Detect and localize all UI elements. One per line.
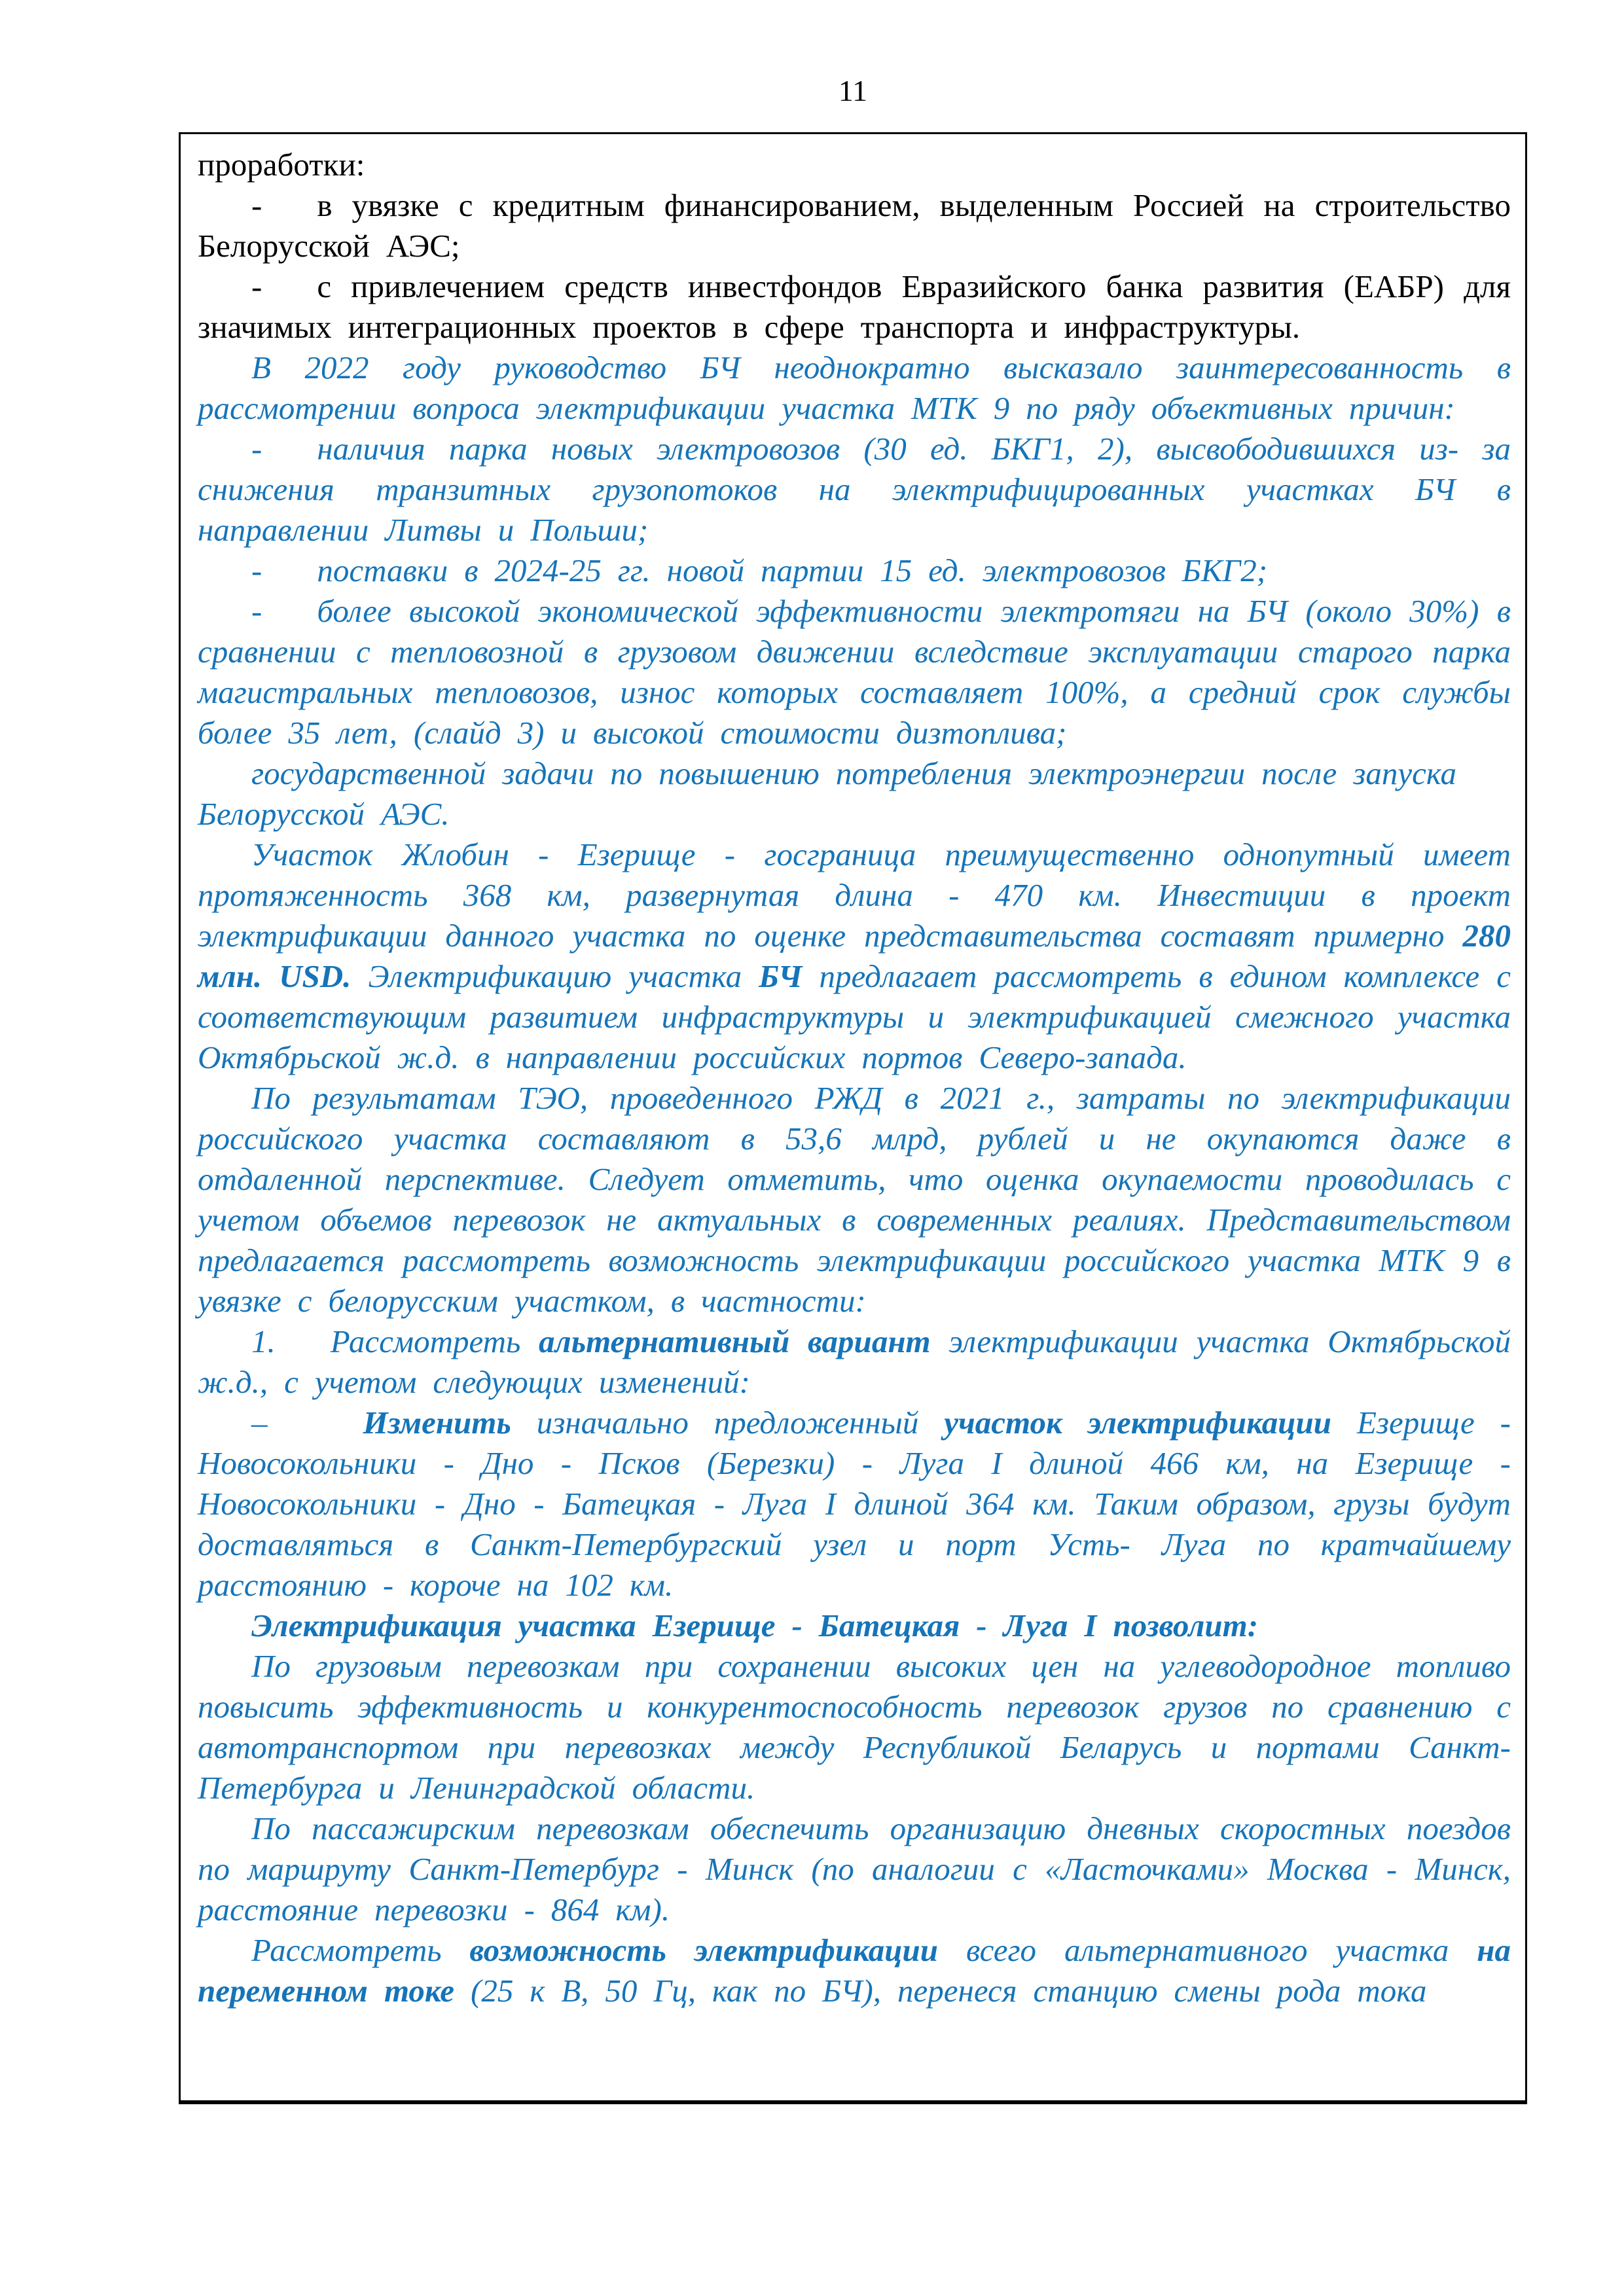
paragraph bbox=[198, 1403, 1511, 1605]
list-marker: - bbox=[251, 187, 262, 223]
paragraph bbox=[198, 145, 1511, 185]
list-marker: - bbox=[251, 431, 262, 467]
text-run: поставки в 2024-25 гг. новой партии 15 ед. электровозов БКГ2; bbox=[317, 552, 1268, 588]
paragraph bbox=[198, 753, 1511, 834]
text-run: в увязке с кредитным финансированием, выделенным Россией на строительство Белорусской АЭС; bbox=[198, 187, 1511, 264]
paragraph bbox=[198, 266, 1511, 348]
paragraph bbox=[198, 185, 1511, 266]
paragraph bbox=[198, 348, 1511, 429]
text-run: проработки: bbox=[198, 147, 365, 183]
paragraph bbox=[198, 834, 1511, 1078]
list-marker: - bbox=[251, 268, 262, 304]
text-run: БЧ bbox=[759, 958, 803, 994]
text-run: Рассмотреть bbox=[330, 1323, 539, 1359]
text-run: По пассажирским перевозкам обеспечить организацию дневных скоростных поездов по маршруту Санкт-Петербург - Минск (по аналогии с «Ласточками» Москва - Минск, расстояние перевозки - 864 км). bbox=[198, 1810, 1511, 1928]
list-marker: - bbox=[251, 593, 262, 629]
text-run: государственной задачи по повышению потребления электроэнергии после запуска Белорусской АЭС. bbox=[198, 755, 1457, 832]
text-run: более высокой экономической эффективности электротяги на БЧ (около 30%) в сравнении с тепловозной в грузовом движении вследствие эксплуатации старого парка магистральных тепловозов, износ которых составляет 100%, а средний срок службы более 35 лет, (слайд 3) и высокой стоимости дизтоплива; bbox=[198, 593, 1511, 751]
list-marker: 1. bbox=[251, 1323, 276, 1359]
paragraph bbox=[198, 591, 1511, 753]
text-run: предлагает рассмотреть в едином комплексе с соответствующим развитием инфраструктуры и электрификацией смежного участка Октябрьской ж.д. в направлении российских портов Северо-запада. bbox=[198, 958, 1511, 1075]
paragraph bbox=[198, 1646, 1511, 1808]
paragraph bbox=[198, 1605, 1511, 1646]
text-run: Езерище - Новосокольники - Дно - Псков (Березки) - Луга I длиной 466 км, на Езерище - Новосокольники - Дно - Батецкая - Луга I длиной 364 км. Таким образом, грузы будут доставляться в Санкт-Петербургский узел и порт Усть- Луга по кратчайшему расстоянию - короче на 102 км. bbox=[198, 1405, 1511, 1603]
text-run: Участок Жлобин - Езерище - госграница преимущественно однопутный имеет протяженность 368 км, развернутая длина - 470 км. Инвестиции в проект электрификации данного участка по оценке представительства составят примерно bbox=[198, 836, 1511, 954]
text-run: изначально предложенный bbox=[511, 1405, 945, 1441]
paragraph bbox=[198, 1321, 1511, 1403]
text-run: всего альтернативного участка bbox=[938, 1932, 1477, 1968]
text-run: альтернативный вариант bbox=[539, 1323, 931, 1359]
text-run: По результатам ТЭО, проведенного РЖД в 2021 г., затраты по электрификации российского участка составляют в 53,6 млрд, рублей и не окупаются даже в отдаленной перспективе. Следует отметить, что оценка окупаемости проводилась с учетом объемов перевозок не актуальных в современных реалиях. Представительством предлагается рассмотреть возможность электрификации российского участка МТК 9 в увязке с белорусским участком, в частности: bbox=[198, 1080, 1511, 1319]
text-run: возможность электрификации bbox=[469, 1932, 939, 1968]
text-run: Электрификацию участка bbox=[351, 958, 759, 994]
text-run: В 2022 году руководство БЧ неоднократно высказало заинтересованность в рассмотрении вопроса электрификации участка МТК 9 по ряду объективных причин: bbox=[198, 350, 1511, 426]
paragraph bbox=[198, 1930, 1511, 2011]
text-run: электрификации участка Октябрьской ж.д., с учетом следующих изменений: bbox=[198, 1323, 1511, 1400]
paragraph bbox=[198, 1808, 1511, 1930]
text-run: 280 млн. USD. bbox=[198, 918, 1511, 994]
paragraph bbox=[198, 550, 1511, 591]
text-run: По грузовым перевозкам при сохранении высоких цен на углеводородное топливо повысить эффективность и конкурентоспособность перевозок грузов по сравнению с автотранспортом при перевозках между Республикой Беларусь и портами Санкт-Петербурга и Ленинградской области. bbox=[198, 1648, 1511, 1806]
text-run: (25 к В, 50 Гц, как по БЧ), перенеся станцию смены рода тока bbox=[454, 1973, 1427, 2009]
paragraph bbox=[198, 429, 1511, 550]
list-marker: - bbox=[251, 552, 262, 588]
list-marker: – bbox=[251, 1405, 268, 1441]
paragraph bbox=[198, 1078, 1511, 1321]
page-number: 11 bbox=[838, 74, 868, 107]
text-run: Электрификация участка Езерище - Батецкая - Луга I позволит: bbox=[251, 1607, 1259, 1643]
text-run: на переменном токе bbox=[198, 1932, 1511, 2009]
text-run: участок электрификации bbox=[944, 1405, 1332, 1441]
text-run: наличия парка новых электровозов (30 ед. БКГ1, 2), высвободившихся из- за снижения транзитных грузопотоков на электрифицированных участках БЧ в направлении Литвы и Польши; bbox=[198, 431, 1511, 548]
text-run: Рассмотреть bbox=[251, 1932, 470, 1968]
text-run: Изменить bbox=[363, 1405, 511, 1441]
text-run: с привлечением средств инвестфондов Евразийского банка развития (ЕАБР) для значимых интеграционных проектов в сфере транспорта и инфраструктуры. bbox=[198, 268, 1511, 345]
content-box bbox=[179, 132, 1527, 2104]
